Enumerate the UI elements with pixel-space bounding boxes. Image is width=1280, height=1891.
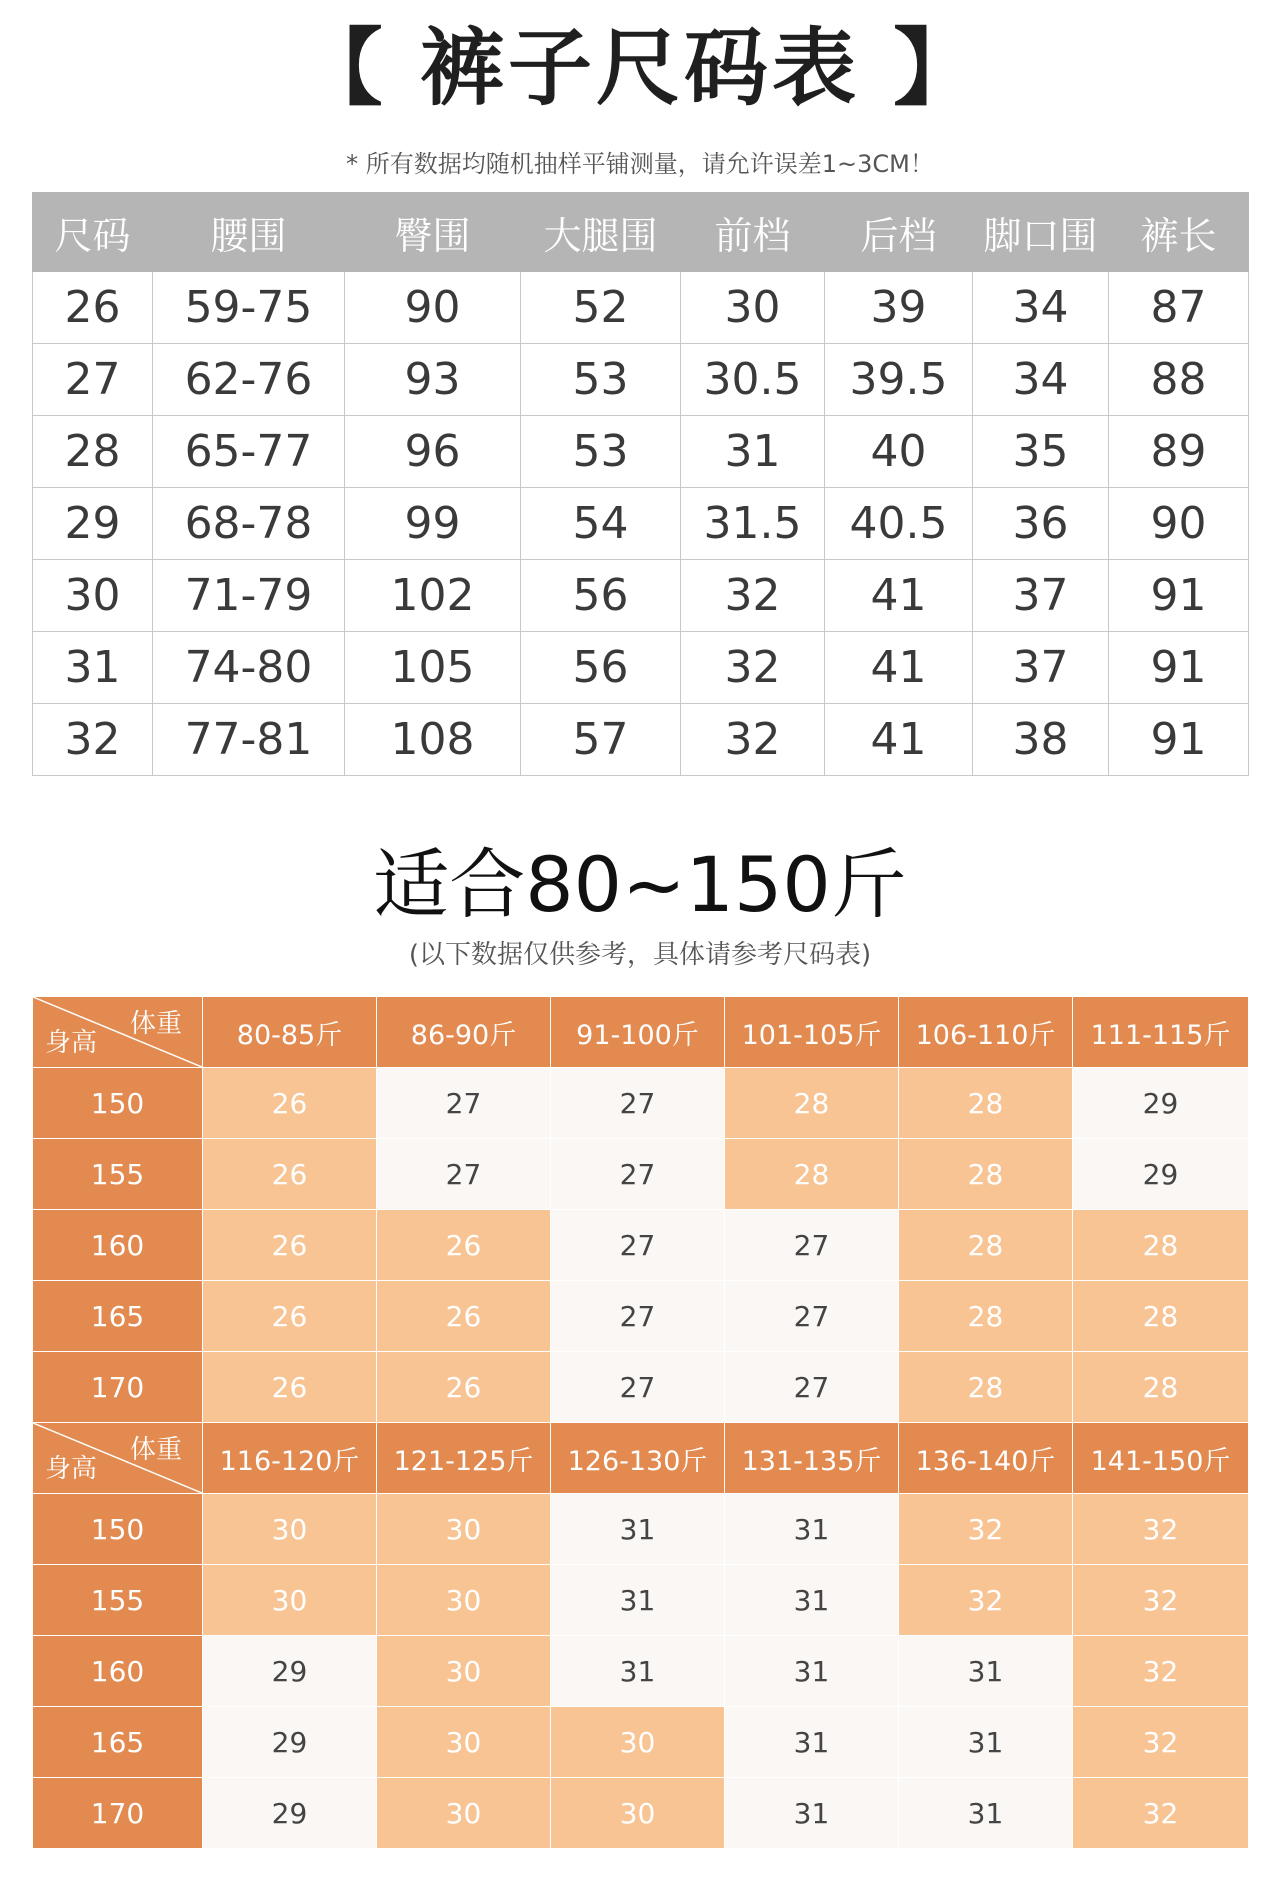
table-cell: 26 (33, 272, 153, 344)
size-cell: 26 (377, 1352, 551, 1423)
size-cell: 27 (725, 1352, 899, 1423)
table-row (33, 272, 1249, 344)
size-cell: 32 (1073, 1778, 1249, 1849)
table-cell: 88 (1109, 344, 1249, 416)
size-cell: 26 (203, 1281, 377, 1352)
table-row (33, 1139, 1249, 1210)
weight-range-header: 80-85斤 (203, 997, 377, 1068)
table-row (33, 344, 1249, 416)
size-cell: 27 (725, 1210, 899, 1281)
height-header: 155 (33, 1139, 203, 1210)
table-cell: 65-77 (153, 416, 345, 488)
table-cell: 34 (973, 272, 1109, 344)
size-cell: 31 (725, 1636, 899, 1707)
size-cell: 27 (551, 1068, 725, 1139)
header-waist: 腰围 (153, 193, 345, 272)
table-cell: 37 (973, 560, 1109, 632)
size-cell: 29 (1073, 1068, 1249, 1139)
table-cell: 36 (973, 488, 1109, 560)
weight-range-header: 121-125斤 (377, 1423, 551, 1494)
table-cell: 40.5 (825, 488, 973, 560)
size-cell: 26 (203, 1068, 377, 1139)
size-cell: 30 (203, 1494, 377, 1565)
weight-range-header: 91-100斤 (551, 997, 725, 1068)
size-cell: 26 (203, 1210, 377, 1281)
table-cell: 108 (345, 704, 521, 776)
size-cell: 31 (551, 1636, 725, 1707)
size-cell: 31 (899, 1707, 1073, 1778)
size-cell: 32 (899, 1565, 1073, 1636)
table-cell: 30 (681, 272, 825, 344)
table-cell: 30 (33, 560, 153, 632)
size-cell: 27 (377, 1139, 551, 1210)
size-cell: 27 (551, 1281, 725, 1352)
table-row (33, 1636, 1249, 1707)
table-cell: 41 (825, 704, 973, 776)
size-cell: 31 (725, 1778, 899, 1849)
size-cell: 32 (1073, 1565, 1249, 1636)
table-cell: 39 (825, 272, 973, 344)
size-cell: 31 (725, 1707, 899, 1778)
size-cell: 30 (377, 1494, 551, 1565)
table-row (33, 1210, 1249, 1281)
table-cell: 93 (345, 344, 521, 416)
table-cell: 35 (973, 416, 1109, 488)
size-cell: 30 (377, 1565, 551, 1636)
size-cell: 32 (1073, 1636, 1249, 1707)
table-cell: 68-78 (153, 488, 345, 560)
table-row (33, 1352, 1249, 1423)
size-recommendation-table (32, 996, 1249, 1849)
height-header: 170 (33, 1352, 203, 1423)
table-cell: 52 (521, 272, 681, 344)
table-row (33, 488, 1249, 560)
height-header: 165 (33, 1281, 203, 1352)
size-cell: 29 (203, 1778, 377, 1849)
table-cell: 32 (681, 704, 825, 776)
height-header: 170 (33, 1778, 203, 1849)
weight-header-row (33, 997, 1249, 1068)
header-length: 裤长 (1109, 193, 1249, 272)
table-cell: 96 (345, 416, 521, 488)
size-cell: 28 (899, 1210, 1073, 1281)
table-cell: 41 (825, 632, 973, 704)
table-cell: 41 (825, 560, 973, 632)
size-cell: 26 (377, 1210, 551, 1281)
size-cell: 30 (377, 1707, 551, 1778)
size-cell: 30 (551, 1707, 725, 1778)
weight-range-header: 101-105斤 (725, 997, 899, 1068)
size-cell: 26 (203, 1352, 377, 1423)
size-cell: 28 (899, 1281, 1073, 1352)
corner-height-label: 身高 (45, 1454, 98, 1484)
table-row (33, 416, 1249, 488)
weight-range-title: 适合80~150斤 (373, 840, 907, 929)
table-cell: 56 (521, 560, 681, 632)
table-cell: 31 (33, 632, 153, 704)
size-cell: 28 (1073, 1352, 1249, 1423)
table-cell: 32 (681, 560, 825, 632)
weight-range-header: 131-135斤 (725, 1423, 899, 1494)
size-cell: 28 (899, 1139, 1073, 1210)
size-cell: 32 (1073, 1707, 1249, 1778)
table-cell: 77-81 (153, 704, 345, 776)
height-header: 150 (33, 1068, 203, 1139)
table-cell: 28 (33, 416, 153, 488)
size-cell: 30 (203, 1565, 377, 1636)
size-cell: 31 (725, 1565, 899, 1636)
size-cell: 32 (899, 1494, 1073, 1565)
table-row (33, 1707, 1249, 1778)
table-row (33, 560, 1249, 632)
table-cell: 54 (521, 488, 681, 560)
table-cell: 91 (1109, 704, 1249, 776)
table-cell: 29 (33, 488, 153, 560)
table-cell: 53 (521, 416, 681, 488)
corner-weight-label: 体重 (129, 1009, 182, 1039)
table-cell: 31.5 (681, 488, 825, 560)
table-cell: 37 (973, 632, 1109, 704)
table-cell: 99 (345, 488, 521, 560)
table-cell: 32 (681, 632, 825, 704)
weight-range-header: 106-110斤 (899, 997, 1073, 1068)
table-cell: 39.5 (825, 344, 973, 416)
size-cell: 27 (551, 1210, 725, 1281)
header-hip: 臀围 (345, 193, 521, 272)
height-header: 160 (33, 1210, 203, 1281)
table-cell: 34 (973, 344, 1109, 416)
size-cell: 27 (377, 1068, 551, 1139)
table-cell: 27 (33, 344, 153, 416)
table-cell: 87 (1109, 272, 1249, 344)
size-cell: 28 (899, 1068, 1073, 1139)
table-cell: 90 (1109, 488, 1249, 560)
size-cell: 29 (203, 1707, 377, 1778)
header-size: 尺码 (33, 193, 153, 272)
table-cell: 31 (681, 416, 825, 488)
size-chart-header-row (33, 193, 1249, 272)
table-row (33, 1068, 1249, 1139)
size-cell: 28 (899, 1352, 1073, 1423)
size-cell: 28 (1073, 1281, 1249, 1352)
weight-range-header: 136-140斤 (899, 1423, 1073, 1494)
corner-cell (33, 997, 203, 1068)
corner-cell (33, 1423, 203, 1494)
table-cell: 91 (1109, 560, 1249, 632)
table-cell: 90 (345, 272, 521, 344)
weight-range-header: 116-120斤 (203, 1423, 377, 1494)
size-cell: 29 (203, 1636, 377, 1707)
size-cell: 28 (1073, 1210, 1249, 1281)
size-cell: 31 (551, 1494, 725, 1565)
weight-range-header: 111-115斤 (1073, 997, 1249, 1068)
size-cell: 30 (551, 1778, 725, 1849)
reference-note: (以下数据仅供参考，具体请参考尺码表) (408, 940, 872, 970)
size-cell: 27 (551, 1139, 725, 1210)
table-cell: 89 (1109, 416, 1249, 488)
table-cell: 56 (521, 632, 681, 704)
table-cell: 102 (345, 560, 521, 632)
weight-range-header: 126-130斤 (551, 1423, 725, 1494)
size-cell: 31 (899, 1778, 1073, 1849)
weight-header-row (33, 1423, 1249, 1494)
header-back-rise: 后档 (825, 193, 973, 272)
table-row (33, 1281, 1249, 1352)
table-cell: 30.5 (681, 344, 825, 416)
table-row (33, 1778, 1249, 1849)
header-thigh: 大腿围 (521, 193, 681, 272)
size-cell: 31 (725, 1494, 899, 1565)
corner-weight-label: 体重 (129, 1435, 182, 1465)
table-cell: 57 (521, 704, 681, 776)
height-header: 150 (33, 1494, 203, 1565)
size-cell: 31 (899, 1636, 1073, 1707)
table-row (33, 704, 1249, 776)
size-cell: 26 (377, 1281, 551, 1352)
size-cell: 31 (551, 1565, 725, 1636)
table-row (33, 632, 1249, 704)
size-cell: 32 (1073, 1494, 1249, 1565)
table-cell: 32 (33, 704, 153, 776)
measurement-note: * 所有数据均随机抽样平铺测量，请允许误差1~3CM！ (346, 150, 934, 178)
table-row (33, 1565, 1249, 1636)
table-cell: 53 (521, 344, 681, 416)
size-chart-table (32, 192, 1249, 776)
weight-range-header: 141-150斤 (1073, 1423, 1249, 1494)
table-row (33, 1494, 1249, 1565)
corner-height-label: 身高 (45, 1028, 98, 1058)
table-cell: 71-79 (153, 560, 345, 632)
table-cell: 40 (825, 416, 973, 488)
table-cell: 59-75 (153, 272, 345, 344)
table-cell: 74-80 (153, 632, 345, 704)
size-cell: 27 (551, 1352, 725, 1423)
table-cell: 105 (345, 632, 521, 704)
header-front-rise: 前档 (681, 193, 825, 272)
table-cell: 91 (1109, 632, 1249, 704)
size-cell: 30 (377, 1636, 551, 1707)
size-cell: 28 (725, 1139, 899, 1210)
size-cell: 28 (725, 1068, 899, 1139)
weight-range-header: 86-90斤 (377, 997, 551, 1068)
size-cell: 26 (203, 1139, 377, 1210)
size-cell: 30 (377, 1778, 551, 1849)
height-header: 160 (33, 1636, 203, 1707)
page-title: 【 裤子尺码表 】 (298, 19, 982, 117)
header-leg-opening: 脚口围 (973, 193, 1109, 272)
height-header: 165 (33, 1707, 203, 1778)
table-cell: 62-76 (153, 344, 345, 416)
size-cell: 29 (1073, 1139, 1249, 1210)
size-cell: 27 (725, 1281, 899, 1352)
height-header: 155 (33, 1565, 203, 1636)
table-cell: 38 (973, 704, 1109, 776)
